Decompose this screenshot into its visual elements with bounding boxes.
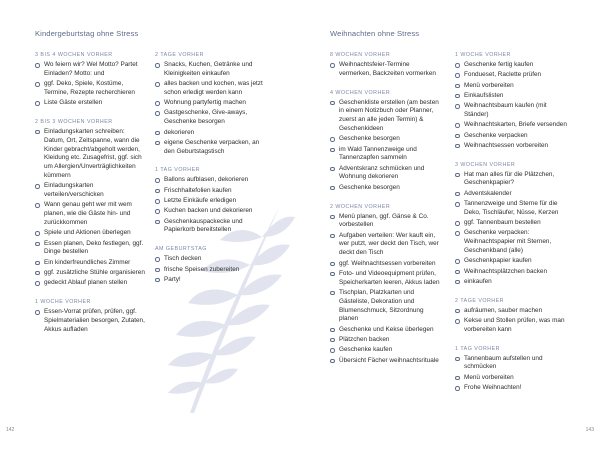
checkbox-icon[interactable] [155, 111, 160, 116]
checklist-item[interactable]: gedeckt Ablauf planen stellen [35, 279, 147, 288]
checklist-item[interactable]: Essen-Vorrat prüfen, prüfen, ggf. Spielmaterialien besorgen, Zutaten, Akkus aufladen [35, 308, 147, 334]
checklist-item[interactable]: Menü vorbereiten [455, 82, 567, 91]
checklist-section [35, 119, 147, 288]
checkbox-icon[interactable] [455, 192, 460, 197]
checkbox-icon[interactable] [330, 338, 335, 343]
checkbox-icon[interactable] [330, 359, 335, 364]
checklist-item[interactable]: Geschenkauspackecke und Papierkorb bereitstellen [155, 218, 267, 236]
checklist-section [330, 90, 442, 193]
checkbox-icon[interactable] [155, 101, 160, 106]
checklist-item[interactable]: Wohnung partyfertig machen [155, 99, 267, 108]
checklist-item[interactable]: Snacks, Kuchen, Getränke und Kleinigkeiten einkaufen [155, 61, 267, 79]
checkbox-icon[interactable] [455, 376, 460, 381]
checklist-item[interactable]: Adventskranz schmücken und Wohnung dekorieren [330, 165, 442, 183]
checklist-item[interactable]: Kekse und Stollen prüfen, was man vorbereiten kann [455, 317, 567, 335]
checkbox-icon[interactable] [330, 167, 335, 172]
checklist-item[interactable]: ggf. Weihnachtsessen vorbereiten [330, 260, 442, 269]
checkbox-icon[interactable] [455, 309, 460, 314]
checkbox-icon[interactable] [330, 234, 335, 239]
checklist-item[interactable]: ggf. Deko, Spiele, Kostüme, Termine, Rezepte recherchieren [35, 80, 147, 98]
checklist-item[interactable]: ggf. zusätzliche Stühle organisieren [35, 269, 147, 278]
checklist-item[interactable]: ggf. Tannenbaum bestellen [455, 219, 567, 228]
checkbox-icon[interactable] [455, 386, 460, 391]
checklist-item[interactable]: Gastgeschenke, Give-aways, Geschenke besorgen [155, 109, 267, 127]
section-heading: 2 WOCHEN VORHER [330, 203, 391, 210]
checklist-column [35, 52, 147, 345]
checklist-item[interactable]: Weihnachtskarten, Briefe versenden [455, 121, 567, 130]
right-page [300, 0, 600, 449]
checklist-item[interactable]: Geschenke verpacken: Weihnachtspapier mit Sternen, Geschenkband (alle) [455, 229, 567, 255]
checkbox-icon[interactable] [330, 262, 335, 267]
section-heading: 3 WOCHEN VORHER [455, 161, 516, 168]
checklist-item[interactable]: Wann genau geht wer mit wem planen, wie die Gäste hin- und zurückkommen [35, 201, 147, 227]
section-heading: 2 TAGE VORHER [155, 52, 204, 58]
checkbox-icon[interactable] [330, 215, 335, 220]
checkbox-icon[interactable] [330, 291, 335, 296]
checkbox-icon[interactable] [455, 280, 460, 285]
checkbox-icon[interactable] [155, 220, 160, 225]
checklist-item[interactable]: Hat man alles für die Plätzchen, Geschenkpapier? [455, 171, 567, 189]
checkbox-icon[interactable] [455, 202, 460, 207]
section-heading: AM GEBURTSTAG [155, 246, 207, 253]
checkbox-icon[interactable] [155, 82, 160, 87]
checklist-item[interactable]: Plätzchen backen [330, 336, 442, 345]
checklist-section [455, 298, 567, 335]
checklist-section [155, 246, 267, 284]
checklist-item[interactable]: frische Speisen zubereiten [155, 266, 267, 275]
checkbox-icon[interactable] [330, 348, 335, 353]
checklist-section [455, 346, 567, 393]
checklist-item[interactable]: Geschenke verpacken [455, 132, 567, 141]
checklist-column [155, 52, 267, 296]
checkbox-icon[interactable] [455, 84, 460, 89]
section-heading: 1 TAG VORHER [455, 345, 500, 352]
checkbox-icon[interactable] [155, 257, 160, 262]
checkbox-icon[interactable] [155, 199, 160, 204]
checkbox-icon[interactable] [330, 63, 335, 68]
checkbox-icon[interactable] [155, 268, 160, 273]
checklist-section [35, 299, 147, 334]
checklist-section [455, 162, 567, 287]
checklist-item[interactable]: Frohe Weihnachten! [455, 384, 567, 393]
checkbox-icon[interactable] [35, 261, 40, 266]
checkbox-icon[interactable] [455, 94, 460, 99]
page-number: 143 [585, 427, 594, 433]
checklist-item[interactable]: Tischplan, Platzkarten und Gästeliste, Dekoration und Blumenschmuck, Sitzordnung planen [330, 289, 442, 324]
section-heading: 3 BIS 4 WOCHEN VORHER [35, 52, 113, 58]
checkbox-icon[interactable] [330, 272, 335, 277]
checkbox-icon[interactable] [455, 144, 460, 149]
checklist-item[interactable]: Frischhaltefolien kaufen [155, 187, 267, 196]
checklist-item[interactable]: Einkaufslisten [455, 92, 567, 101]
checklist-item[interactable]: Adventskalender [455, 190, 567, 199]
checkbox-icon[interactable] [455, 259, 460, 264]
checkbox-icon[interactable] [35, 242, 40, 247]
checkbox-icon[interactable] [35, 203, 40, 208]
checkbox-icon[interactable] [330, 148, 335, 153]
checkbox-icon[interactable] [330, 328, 335, 333]
checkbox-icon[interactable] [155, 178, 160, 183]
checklist-item[interactable]: Ballons aufblasen, dekorieren [155, 176, 267, 185]
checkbox-icon[interactable] [155, 278, 160, 283]
checkbox-icon[interactable] [455, 104, 460, 109]
section-heading: 2 TAGE VORHER [455, 297, 504, 304]
checklist-column [455, 52, 567, 404]
checklist-item[interactable]: Letzte Einkäufe erledigen [155, 197, 267, 206]
checkbox-icon[interactable] [330, 137, 335, 142]
checkbox-icon[interactable] [455, 123, 460, 128]
checklist-item[interactable]: Weihnachtsfeier-Termine vermerken, Backzeiten vormerken [330, 61, 442, 79]
checklist-item[interactable]: Einladungskarten schreiben: Datum, Ort, Zeitspanne, wann die Kinder gebracht/abgeholt werden, Kleidung etc. Zusagefrist, ggf. sich um Allergien/Unverträglichkeiten kümmern [35, 128, 147, 181]
section-heading: 1 WOCHE VORHER [35, 299, 91, 306]
checkbox-icon[interactable] [455, 73, 460, 78]
checkbox-icon[interactable] [35, 231, 40, 236]
section-heading: 1 WOCHE VORHER [455, 52, 511, 58]
checkbox-icon[interactable] [35, 82, 40, 87]
checklist-item[interactable]: Weihnachtsplätzchen backen [455, 268, 567, 277]
checklist-item[interactable]: Geschenke und Kekse überlegen [330, 326, 442, 335]
section-heading: 4 WOCHEN VORHER [330, 89, 391, 96]
checklist-section [35, 52, 147, 108]
checklist-item[interactable]: Geschenke fertig kaufen [455, 61, 567, 70]
checklist-column [330, 52, 442, 376]
checkbox-icon[interactable] [455, 134, 460, 139]
page-title: Kindergeburtstag ohne Stress [35, 29, 139, 38]
checklist-item[interactable]: Essen planen, Deko festlegen, ggf. Dinge bestellen [35, 240, 147, 258]
section-heading: 8 WOCHEN VORHER [330, 52, 391, 58]
checklist-item[interactable]: Tisch decken [155, 255, 267, 264]
checklist-item[interactable]: Kuchen backen und dekorieren [155, 207, 267, 216]
checklist-item[interactable]: Ein kinderfreundliches Zimmer [35, 259, 147, 268]
checklist-item[interactable]: Menü vorbereiten [455, 374, 567, 383]
checkbox-icon[interactable] [35, 101, 40, 106]
checkbox-icon[interactable] [455, 173, 460, 178]
checkbox-icon[interactable] [155, 209, 160, 214]
checkbox-icon[interactable] [155, 63, 160, 68]
checklist-item[interactable]: Geschenkliste erstellen (am besten in einem Notizbuch oder Planner, zuerst an alle jeden Termin) & Geschenkideen [330, 99, 442, 134]
checkbox-icon[interactable] [35, 130, 40, 135]
checkbox-icon[interactable] [155, 131, 160, 136]
checkbox-icon[interactable] [455, 221, 460, 226]
checkbox-icon[interactable] [35, 310, 40, 315]
section-heading: 2 BIS 3 WOCHEN VORHER [35, 118, 113, 125]
checkbox-icon[interactable] [155, 141, 160, 146]
checklist-item[interactable]: im Wald Tannenzweige und Tannenzapfen sammeln [330, 146, 442, 164]
checkbox-icon[interactable] [455, 270, 460, 275]
checkbox-icon[interactable] [155, 189, 160, 194]
checklist-item[interactable]: eigene Geschenke verpacken, an den Geburtstagstisch [155, 139, 267, 157]
checklist-item[interactable]: Menü planen, ggf. Gänse & Co. vorbestellen [330, 213, 442, 231]
checkbox-icon[interactable] [455, 319, 460, 324]
checklist-section [330, 52, 442, 79]
checklist-item[interactable]: Geschenke besorgen [330, 184, 442, 193]
checklist-item[interactable]: Geschenke kaufen [330, 346, 442, 355]
checklist-item[interactable]: Einladungskarten verteilen/verschicken [35, 182, 147, 200]
checklist-item[interactable]: Foto- und Videoequipment prüfen, Speicherkarten leeren, Akkus laden [330, 270, 442, 288]
checklist-item[interactable]: Geschenke besorgen [330, 135, 442, 144]
checklist-item[interactable]: aufräumen, sauber machen [455, 307, 567, 316]
checklist-item[interactable]: Tannenzweige und Sterne für die Deko, Tischläufer, Nüsse, Kerzen [455, 200, 567, 218]
checklist-item[interactable]: Spiele und Aktionen überlegen [35, 229, 147, 238]
section-heading: 1 TAG VORHER [155, 167, 200, 174]
checklist-section [330, 204, 442, 366]
checklist-item[interactable]: Liste Gäste erstellen [35, 99, 147, 108]
checkbox-icon[interactable] [35, 184, 40, 189]
checkbox-icon[interactable] [455, 63, 460, 68]
checkbox-icon[interactable] [35, 271, 40, 276]
checklist-item[interactable]: dekorieren [155, 129, 267, 138]
checklist-item[interactable]: Aufgaben verteilen: Wer kauft ein, wer putzt, wer deckt den Tisch, wer deckt den Tisch [330, 232, 442, 258]
page-title: Weihnachten ohne Stress [330, 29, 420, 38]
checklist-item[interactable]: Weihnachtsessen vorbereiten [455, 142, 567, 151]
checklist-item[interactable]: Tannenbaum aufstellen und schmücken [455, 355, 567, 373]
checklist-item[interactable]: Wo feiern wir? Wel Motto? Partet Einladen? Motto: und [35, 61, 147, 79]
checklist-item[interactable]: Weihnachtsbaum kaufen (mit Ständer) [455, 102, 567, 120]
checkbox-icon[interactable] [455, 231, 460, 236]
checklist-item[interactable]: Fondueset, Raclette prüfen [455, 71, 567, 80]
page-number: 142 [6, 427, 15, 433]
checklist-item[interactable]: Geschenkpapier kaufen [455, 257, 567, 266]
checklist-item[interactable]: alles backen und kochen, was jetzt schon erledigt werden kann [155, 80, 267, 98]
checkbox-icon[interactable] [35, 63, 40, 68]
checkbox-icon[interactable] [35, 281, 40, 286]
checkbox-icon[interactable] [330, 186, 335, 191]
checkbox-icon[interactable] [330, 101, 335, 106]
checklist-item[interactable]: Übersicht Fächer weihnachtsrituale [330, 357, 442, 366]
checkbox-icon[interactable] [455, 357, 460, 362]
checklist-section [155, 52, 267, 156]
checklist-item[interactable]: einkaufen [455, 278, 567, 287]
checklist-section [155, 167, 267, 235]
checklist-section [455, 52, 567, 151]
checklist-item[interactable]: Party! [155, 276, 267, 285]
